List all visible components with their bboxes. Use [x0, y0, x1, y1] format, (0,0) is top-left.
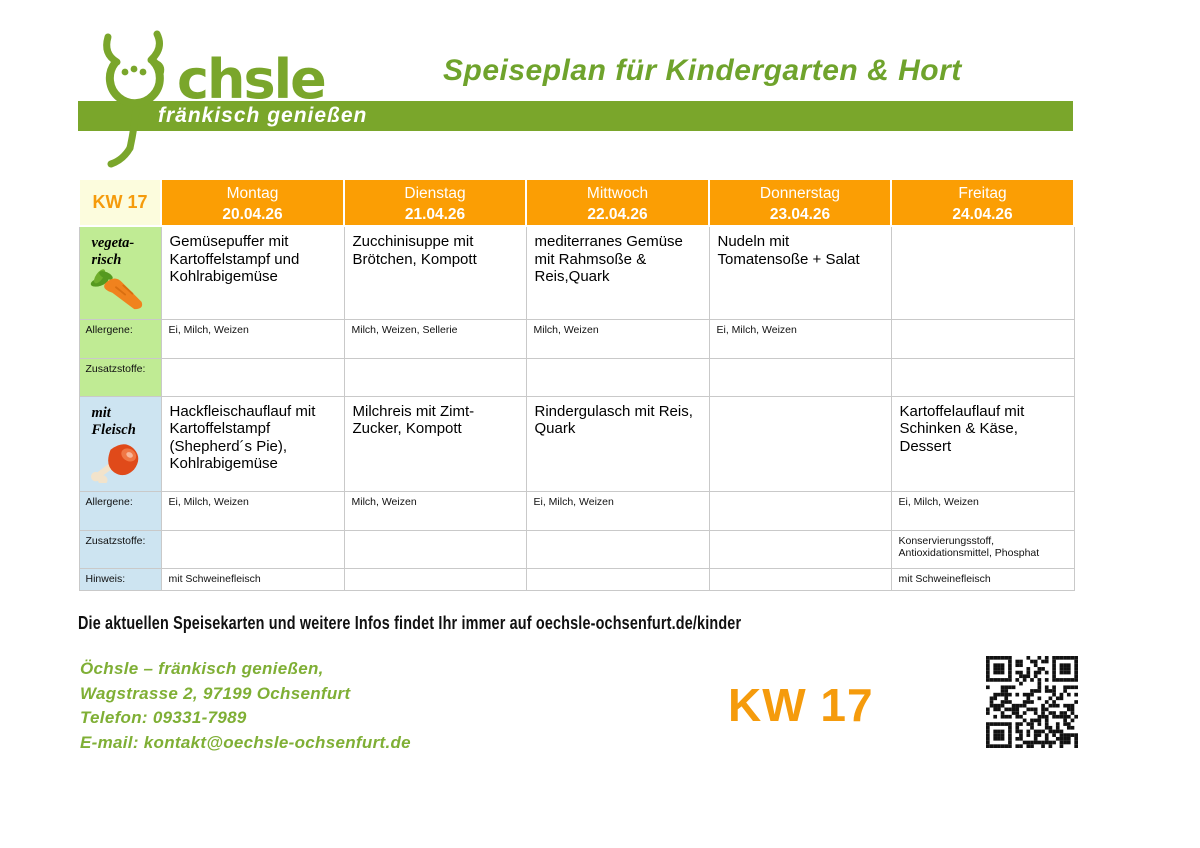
meal-cell: Nudeln mit Tomatensoße + Salat	[709, 226, 891, 319]
allergene-cell: Ei, Milch, Weizen	[526, 491, 709, 530]
hinweis-cell	[344, 568, 526, 590]
day-name: Freitag	[958, 185, 1007, 202]
allergene-label: Allergene:	[79, 491, 161, 530]
zusatzstoffe-cell	[526, 530, 709, 568]
vegetarisch-meal-row	[79, 226, 1074, 319]
allergene-cell	[709, 491, 891, 530]
day-date: 20.04.26	[222, 206, 283, 223]
hinweis-cell: mit Schweinefleisch	[891, 568, 1074, 590]
contact-line: Wagstrasse 2, 97199 Ochsenfurt	[80, 683, 351, 703]
fleisch-zusatzstoffe-row	[79, 530, 1074, 568]
zusatzstoffe-cell	[161, 530, 344, 568]
fleisch-hinweis-row	[79, 568, 1074, 590]
day-name: Montag	[226, 185, 279, 202]
page-title: Speiseplan für Kindergarten & Hort	[443, 54, 962, 87]
zusatzstoffe-cell	[891, 358, 1074, 396]
meal-cell: Zucchinisuppe mit Brötchen, Kompott	[344, 226, 526, 319]
day-header-freitag	[891, 179, 1074, 226]
hinweis-cell	[526, 568, 709, 590]
fleisch-allergene-row	[79, 491, 1074, 530]
meal-cell	[891, 226, 1074, 319]
qr-code	[986, 656, 1078, 748]
day-header-mittwoch	[526, 179, 709, 226]
table-header-row	[79, 179, 1074, 226]
day-name: Mittwoch	[586, 185, 649, 202]
section-label-line: Fleisch	[91, 421, 136, 438]
section-label-line: risch	[91, 252, 122, 268]
day-date: 22.04.26	[587, 206, 648, 223]
section-label-vegetarisch	[79, 226, 161, 319]
meal-cell: Rindergulasch mit Reis, Quark	[526, 396, 709, 491]
zusatzstoffe-cell	[526, 358, 709, 396]
allergene-label: Allergene:	[79, 319, 161, 358]
allergene-cell: Ei, Milch, Weizen	[891, 491, 1074, 530]
day-date: 24.04.26	[952, 206, 1013, 223]
hinweis-cell	[709, 568, 891, 590]
vegetarisch-zusatzstoffe-row	[79, 358, 1074, 396]
section-label-fleisch	[79, 396, 161, 491]
day-header-montag	[161, 179, 344, 226]
meal-cell: mediterranes Gemüse mit Rahmsoße & Reis,Quark	[526, 226, 709, 319]
week-label-cell: KW 17	[79, 179, 161, 226]
vegetarisch-allergene-row	[79, 319, 1074, 358]
zusatzstoffe-cell	[709, 358, 891, 396]
meal-cell	[709, 396, 891, 491]
day-header-dienstag	[344, 179, 526, 226]
contact-line: Öchsle – fränkisch genießen,	[80, 659, 324, 678]
fleisch-meal-row	[79, 396, 1074, 491]
section-label-line: mit	[91, 404, 111, 421]
zusatzstoffe-cell: Konservierungsstoff, Antioxidationsmittel, Phosphat	[891, 530, 1074, 568]
day-name: Dienstag	[404, 185, 466, 202]
allergene-cell	[891, 319, 1074, 358]
contact-line: E-mail: kontakt@oechsle-ochsenfurt.de	[80, 732, 411, 752]
ox-head-icon	[95, 30, 181, 168]
contact-block	[80, 657, 411, 755]
meal-cell: Hackfleischauflauf mit Kartoffelstampf (Shepherd´s Pie), Kohlrabigemüse	[161, 396, 344, 491]
zusatzstoffe-cell	[161, 358, 344, 396]
zusatzstoffe-cell	[344, 530, 526, 568]
zusatzstoffe-label: Zusatzstoffe:	[79, 358, 161, 396]
zusatzstoffe-label: Zusatzstoffe:	[79, 530, 161, 568]
carrot-icon	[88, 269, 144, 311]
allergene-cell: Milch, Weizen, Sellerie	[344, 319, 526, 358]
ham-icon	[88, 439, 140, 483]
allergene-cell: Ei, Milch, Weizen	[161, 319, 344, 358]
week-number-big: KW 17	[728, 679, 874, 731]
day-date: 21.04.26	[404, 206, 466, 223]
allergene-cell: Milch, Weizen	[526, 319, 709, 358]
logo-tagline: fränkisch genießen	[158, 104, 368, 127]
day-header-donnerstag	[709, 179, 891, 226]
section-label-line: vegeta-	[91, 235, 135, 251]
meal-cell: Milchreis mit Zimt-Zucker, Kompott	[344, 396, 526, 491]
allergene-cell: Ei, Milch, Weizen	[709, 319, 891, 358]
oechsle-logo	[95, 30, 415, 170]
zusatzstoffe-cell	[709, 530, 891, 568]
day-name: Donnerstag	[759, 185, 841, 202]
allergene-cell: Ei, Milch, Weizen	[161, 491, 344, 530]
day-date: 23.04.26	[769, 206, 831, 223]
hinweis-cell: mit Schweinefleisch	[161, 568, 344, 590]
menu-table	[78, 178, 1075, 591]
zusatzstoffe-cell	[344, 358, 526, 396]
contact-line: Telefon: 09331-7989	[80, 708, 247, 727]
meal-cell: Kartoffelauflauf mit Schinken & Käse, Dessert	[891, 396, 1074, 491]
hinweis-label: Hinweis:	[79, 568, 161, 590]
meal-cell: Gemüsepuffer mit Kartoffelstampf und Kohlrabigemüse	[161, 226, 344, 319]
allergene-cell: Milch, Weizen	[344, 491, 526, 530]
logo-text: chsle	[177, 48, 325, 111]
info-line: Die aktuellen Speisekarten und weitere Infos findet Ihr immer auf oechsle-ochsenfurt.de/kinder	[78, 613, 742, 633]
